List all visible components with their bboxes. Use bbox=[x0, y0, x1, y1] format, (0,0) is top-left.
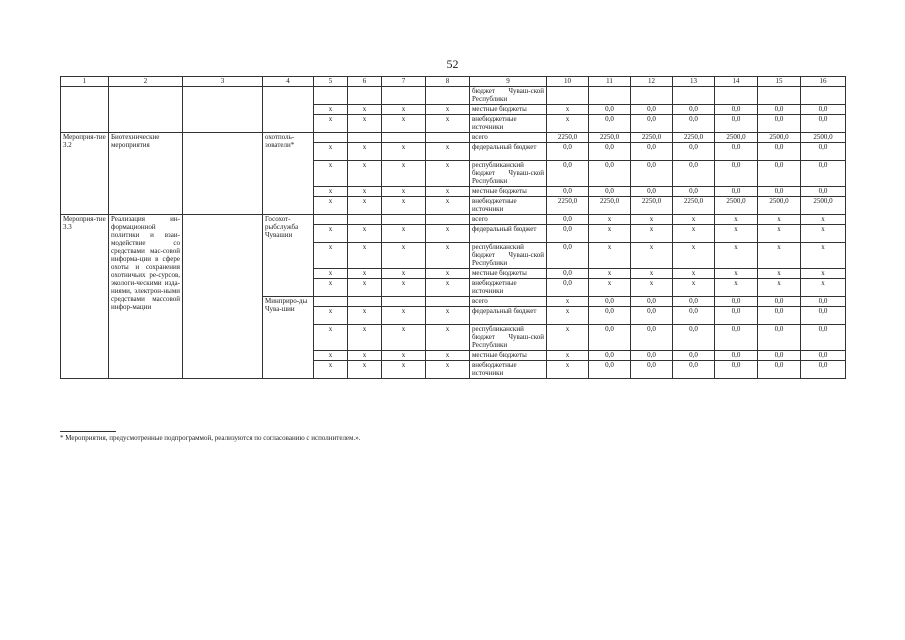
value-cell: х bbox=[314, 143, 348, 161]
header-cell: 11 bbox=[589, 77, 631, 87]
header-cell: 9 bbox=[470, 77, 547, 87]
header-cell: 14 bbox=[715, 77, 758, 87]
value-cell: х bbox=[382, 269, 426, 279]
executor-cell: Госохот-рыбслужба Чувашии bbox=[263, 215, 314, 297]
value-cell: х bbox=[758, 269, 801, 279]
value-cell: х bbox=[314, 243, 348, 269]
header-cell: 1 bbox=[61, 77, 109, 87]
value-cell: 2500,0 bbox=[801, 133, 846, 143]
value-cell: 0,0 bbox=[589, 361, 631, 379]
value-cell: х bbox=[348, 143, 382, 161]
value-cell: 2250,0 bbox=[673, 197, 715, 215]
value-cell: 0,0 bbox=[673, 187, 715, 197]
value-cell: х bbox=[314, 279, 348, 297]
table-row bbox=[61, 215, 846, 225]
value-cell: х bbox=[382, 351, 426, 361]
value-cell: 0,0 bbox=[758, 307, 801, 325]
value-cell: 2250,0 bbox=[673, 133, 715, 143]
header-cell: 4 bbox=[263, 77, 314, 87]
value-cell: 2250,0 bbox=[631, 197, 673, 215]
value-cell: х bbox=[426, 187, 470, 197]
value-cell: 0,0 bbox=[715, 115, 758, 133]
source-cell: всего bbox=[470, 297, 547, 307]
value-cell: х bbox=[589, 215, 631, 225]
value-cell: х bbox=[426, 361, 470, 379]
empty-cell bbox=[61, 87, 109, 133]
value-cell: х bbox=[547, 351, 589, 361]
value-cell: х bbox=[426, 115, 470, 133]
value-cell: х bbox=[589, 279, 631, 297]
value-cell: 0,0 bbox=[547, 269, 589, 279]
value-cell: 0,0 bbox=[547, 187, 589, 197]
value-cell: х bbox=[314, 115, 348, 133]
value-cell: х bbox=[314, 105, 348, 115]
value-cell: х bbox=[348, 105, 382, 115]
value-cell: х bbox=[631, 279, 673, 297]
value-cell: 0,0 bbox=[715, 307, 758, 325]
value-cell: 0,0 bbox=[631, 351, 673, 361]
empty-cell bbox=[109, 87, 183, 133]
value-cell: х bbox=[758, 215, 801, 225]
empty-cell bbox=[183, 87, 263, 133]
empty-cell bbox=[183, 215, 263, 379]
value-cell: х bbox=[382, 197, 426, 215]
value-cell: 0,0 bbox=[801, 307, 846, 325]
value-cell: 0,0 bbox=[801, 161, 846, 187]
measure-label: Мероприя-тие 3.3 bbox=[61, 215, 109, 379]
value-cell: 0,0 bbox=[547, 243, 589, 269]
value-cell: 0,0 bbox=[631, 115, 673, 133]
value-cell: х bbox=[314, 325, 348, 351]
value-cell bbox=[314, 297, 348, 307]
value-cell bbox=[382, 87, 426, 105]
value-cell: х bbox=[382, 105, 426, 115]
value-cell: х bbox=[801, 215, 846, 225]
source-cell: республиканский бюджет Чуваш-ской Республики bbox=[470, 243, 547, 269]
value-cell: х bbox=[758, 279, 801, 297]
value-cell: х bbox=[348, 225, 382, 243]
footnote-rule bbox=[60, 431, 116, 432]
value-cell: 0,0 bbox=[631, 105, 673, 115]
budget-table bbox=[60, 76, 846, 379]
value-cell: 0,0 bbox=[758, 161, 801, 187]
source-cell: местные бюджеты bbox=[470, 105, 547, 115]
measure-title: Реализация ин-формационной политики и взаи-модействие со средствами мас-совой информа-ции в сфере охоты и сохранения охотничьих ре-сурсов, экологи-ческими изда-ниями, электрон-ными средствами массовой инфор-мации bbox=[109, 215, 183, 379]
value-cell: 2500,0 bbox=[801, 197, 846, 215]
source-cell: местные бюджеты bbox=[470, 351, 547, 361]
value-cell: 0,0 bbox=[673, 143, 715, 161]
value-cell bbox=[426, 215, 470, 225]
value-cell bbox=[348, 215, 382, 225]
value-cell: 0,0 bbox=[631, 307, 673, 325]
value-cell: х bbox=[426, 269, 470, 279]
value-cell: х bbox=[801, 279, 846, 297]
source-cell: бюджет Чуваш-ской Республики bbox=[470, 87, 547, 105]
value-cell: 2500,0 bbox=[758, 197, 801, 215]
value-cell: 0,0 bbox=[673, 297, 715, 307]
value-cell: х bbox=[547, 297, 589, 307]
value-cell: 0,0 bbox=[673, 361, 715, 379]
value-cell: 0,0 bbox=[589, 105, 631, 115]
value-cell: х bbox=[426, 351, 470, 361]
value-cell bbox=[348, 133, 382, 143]
value-cell: 0,0 bbox=[589, 143, 631, 161]
value-cell: х bbox=[426, 225, 470, 243]
value-cell: х bbox=[382, 243, 426, 269]
value-cell: 0,0 bbox=[631, 325, 673, 351]
value-cell: 0,0 bbox=[631, 297, 673, 307]
value-cell: х bbox=[348, 361, 382, 379]
source-cell: республиканский бюджет Чуваш-ской Республики bbox=[470, 325, 547, 351]
value-cell: 0,0 bbox=[715, 297, 758, 307]
value-cell bbox=[348, 297, 382, 307]
value-cell: 0,0 bbox=[758, 361, 801, 379]
value-cell: 0,0 bbox=[547, 225, 589, 243]
value-cell: 0,0 bbox=[547, 279, 589, 297]
value-cell: х bbox=[314, 187, 348, 197]
source-cell: местные бюджеты bbox=[470, 269, 547, 279]
value-cell: 0,0 bbox=[715, 143, 758, 161]
value-cell: х bbox=[426, 307, 470, 325]
value-cell: х bbox=[314, 361, 348, 379]
source-cell: федеральный бюджет bbox=[470, 307, 547, 325]
value-cell: х bbox=[589, 225, 631, 243]
value-cell: х bbox=[348, 115, 382, 133]
value-cell: 0,0 bbox=[801, 105, 846, 115]
value-cell: 2250,0 bbox=[547, 197, 589, 215]
value-cell: 0,0 bbox=[715, 351, 758, 361]
value-cell: 2500,0 bbox=[715, 197, 758, 215]
value-cell bbox=[426, 87, 470, 105]
value-cell: х bbox=[348, 269, 382, 279]
value-cell bbox=[715, 87, 758, 105]
value-cell bbox=[758, 87, 801, 105]
value-cell: х bbox=[426, 161, 470, 187]
value-cell bbox=[382, 133, 426, 143]
value-cell: 0,0 bbox=[547, 161, 589, 187]
value-cell: х bbox=[631, 225, 673, 243]
value-cell: х bbox=[758, 243, 801, 269]
source-cell: внебюджетные источники bbox=[470, 279, 547, 297]
value-cell: х bbox=[673, 243, 715, 269]
value-cell: х bbox=[589, 269, 631, 279]
source-cell: всего bbox=[470, 133, 547, 143]
value-cell bbox=[314, 87, 348, 105]
value-cell: х bbox=[715, 225, 758, 243]
value-cell: 2500,0 bbox=[758, 133, 801, 143]
value-cell: х bbox=[314, 161, 348, 187]
value-cell: х bbox=[382, 307, 426, 325]
value-cell: 0,0 bbox=[673, 161, 715, 187]
value-cell: х bbox=[426, 325, 470, 351]
value-cell: х bbox=[801, 269, 846, 279]
value-cell: 0,0 bbox=[673, 105, 715, 115]
source-cell: всего bbox=[470, 215, 547, 225]
value-cell: 0,0 bbox=[715, 187, 758, 197]
source-cell: внебюджетные источники bbox=[470, 197, 547, 215]
source-cell: внебюджетные источники bbox=[470, 115, 547, 133]
value-cell bbox=[589, 87, 631, 105]
value-cell: 0,0 bbox=[673, 115, 715, 133]
header-cell: 15 bbox=[758, 77, 801, 87]
value-cell: х bbox=[314, 351, 348, 361]
value-cell: 0,0 bbox=[715, 161, 758, 187]
value-cell: 0,0 bbox=[673, 351, 715, 361]
empty-cell bbox=[263, 87, 314, 133]
header-cell: 3 bbox=[183, 77, 263, 87]
value-cell: х bbox=[426, 197, 470, 215]
value-cell bbox=[314, 133, 348, 143]
table-header-row bbox=[61, 77, 846, 87]
value-cell: 0,0 bbox=[801, 297, 846, 307]
empty-cell bbox=[183, 133, 263, 215]
value-cell: х bbox=[314, 197, 348, 215]
value-cell bbox=[382, 297, 426, 307]
table-row bbox=[61, 87, 846, 105]
value-cell: 0,0 bbox=[547, 143, 589, 161]
value-cell: 0,0 bbox=[631, 187, 673, 197]
value-cell: 0,0 bbox=[801, 361, 846, 379]
source-cell: федеральный бюджет bbox=[470, 225, 547, 243]
value-cell: х bbox=[348, 197, 382, 215]
page-number: 52 bbox=[446, 57, 459, 71]
value-cell: х bbox=[758, 225, 801, 243]
value-cell: 0,0 bbox=[758, 115, 801, 133]
value-cell: 0,0 bbox=[673, 325, 715, 351]
value-cell: 0,0 bbox=[547, 215, 589, 225]
value-cell: 0,0 bbox=[589, 161, 631, 187]
value-cell: 0,0 bbox=[801, 325, 846, 351]
header-cell: 8 bbox=[426, 77, 470, 87]
value-cell: х bbox=[314, 307, 348, 325]
value-cell: 0,0 bbox=[631, 143, 673, 161]
header-cell: 6 bbox=[348, 77, 382, 87]
value-cell: 0,0 bbox=[801, 143, 846, 161]
value-cell bbox=[631, 87, 673, 105]
executor-cell: Минприро-ды Чува-шии bbox=[263, 297, 314, 379]
value-cell: х bbox=[348, 187, 382, 197]
value-cell: 0,0 bbox=[801, 115, 846, 133]
value-cell: 0,0 bbox=[758, 105, 801, 115]
value-cell: х bbox=[426, 143, 470, 161]
value-cell: 0,0 bbox=[589, 297, 631, 307]
header-cell: 10 bbox=[547, 77, 589, 87]
value-cell: х bbox=[631, 269, 673, 279]
value-cell: х bbox=[426, 243, 470, 269]
value-cell: х bbox=[382, 187, 426, 197]
value-cell: х bbox=[382, 361, 426, 379]
executor-cell: охотполь-зователи* bbox=[263, 133, 314, 215]
value-cell: 0,0 bbox=[589, 325, 631, 351]
value-cell: 2250,0 bbox=[589, 133, 631, 143]
table-row bbox=[61, 133, 846, 143]
value-cell: х bbox=[382, 279, 426, 297]
value-cell: х bbox=[715, 215, 758, 225]
value-cell: 0,0 bbox=[631, 161, 673, 187]
value-cell: х bbox=[547, 325, 589, 351]
value-cell: 0,0 bbox=[758, 351, 801, 361]
value-cell: х bbox=[715, 243, 758, 269]
value-cell: х bbox=[382, 325, 426, 351]
value-cell: х bbox=[382, 161, 426, 187]
source-cell: республиканский бюджет Чуваш-ской Республики bbox=[470, 161, 547, 187]
value-cell: 0,0 bbox=[758, 187, 801, 197]
value-cell: 0,0 bbox=[758, 297, 801, 307]
header-cell: 12 bbox=[631, 77, 673, 87]
header-cell: 7 bbox=[382, 77, 426, 87]
value-cell: 0,0 bbox=[715, 325, 758, 351]
value-cell: 0,0 bbox=[715, 105, 758, 115]
source-cell: федеральный бюджет bbox=[470, 143, 547, 161]
value-cell: х bbox=[673, 269, 715, 279]
value-cell: 0,0 bbox=[801, 187, 846, 197]
value-cell: 0,0 bbox=[589, 307, 631, 325]
value-cell: 0,0 bbox=[715, 361, 758, 379]
value-cell: 0,0 bbox=[631, 361, 673, 379]
value-cell: х bbox=[314, 269, 348, 279]
value-cell: х bbox=[801, 225, 846, 243]
value-cell: х bbox=[631, 215, 673, 225]
value-cell: 0,0 bbox=[758, 325, 801, 351]
value-cell: х bbox=[715, 279, 758, 297]
value-cell: х bbox=[589, 243, 631, 269]
value-cell: х bbox=[348, 307, 382, 325]
value-cell bbox=[673, 87, 715, 105]
value-cell: 0,0 bbox=[589, 187, 631, 197]
value-cell: х bbox=[382, 143, 426, 161]
value-cell: х bbox=[314, 225, 348, 243]
value-cell: х bbox=[715, 269, 758, 279]
value-cell: х bbox=[382, 225, 426, 243]
value-cell: х bbox=[348, 351, 382, 361]
value-cell bbox=[801, 87, 846, 105]
header-cell: 2 bbox=[109, 77, 183, 87]
value-cell bbox=[314, 215, 348, 225]
value-cell: х bbox=[547, 361, 589, 379]
value-cell: 2250,0 bbox=[631, 133, 673, 143]
value-cell: х bbox=[547, 105, 589, 115]
header-cell: 5 bbox=[314, 77, 348, 87]
value-cell: 0,0 bbox=[801, 351, 846, 361]
value-cell bbox=[426, 297, 470, 307]
value-cell bbox=[348, 87, 382, 105]
value-cell: х bbox=[348, 325, 382, 351]
value-cell: х bbox=[631, 243, 673, 269]
value-cell: х bbox=[673, 279, 715, 297]
value-cell: х bbox=[547, 307, 589, 325]
value-cell: х bbox=[426, 105, 470, 115]
value-cell: 0,0 bbox=[589, 351, 631, 361]
value-cell: 0,0 bbox=[673, 307, 715, 325]
budget-table-body bbox=[61, 77, 846, 379]
measure-title: Биотехнические мероприятия bbox=[109, 133, 183, 215]
value-cell: 0,0 bbox=[589, 115, 631, 133]
header-cell: 16 bbox=[801, 77, 846, 87]
value-cell bbox=[382, 215, 426, 225]
value-cell: х bbox=[547, 115, 589, 133]
value-cell: х bbox=[673, 215, 715, 225]
value-cell: х bbox=[673, 225, 715, 243]
value-cell: х bbox=[348, 161, 382, 187]
value-cell bbox=[547, 87, 589, 105]
source-cell: местные бюджеты bbox=[470, 187, 547, 197]
header-cell: 13 bbox=[673, 77, 715, 87]
value-cell: х bbox=[348, 279, 382, 297]
value-cell: 2250,0 bbox=[547, 133, 589, 143]
value-cell: х bbox=[426, 279, 470, 297]
value-cell bbox=[426, 133, 470, 143]
footnote: * Мероприятия, предусмотренные подпрограммой, реализуются по согласованию с исполнителем.». bbox=[60, 434, 361, 442]
value-cell: х bbox=[382, 115, 426, 133]
value-cell: х bbox=[348, 243, 382, 269]
source-cell: внебюджетные источники bbox=[470, 361, 547, 379]
value-cell: 2500,0 bbox=[715, 133, 758, 143]
value-cell: 2250,0 bbox=[589, 197, 631, 215]
value-cell: 0,0 bbox=[758, 143, 801, 161]
measure-label: Мероприя-тие 3.2 bbox=[61, 133, 109, 215]
value-cell: х bbox=[801, 243, 846, 269]
